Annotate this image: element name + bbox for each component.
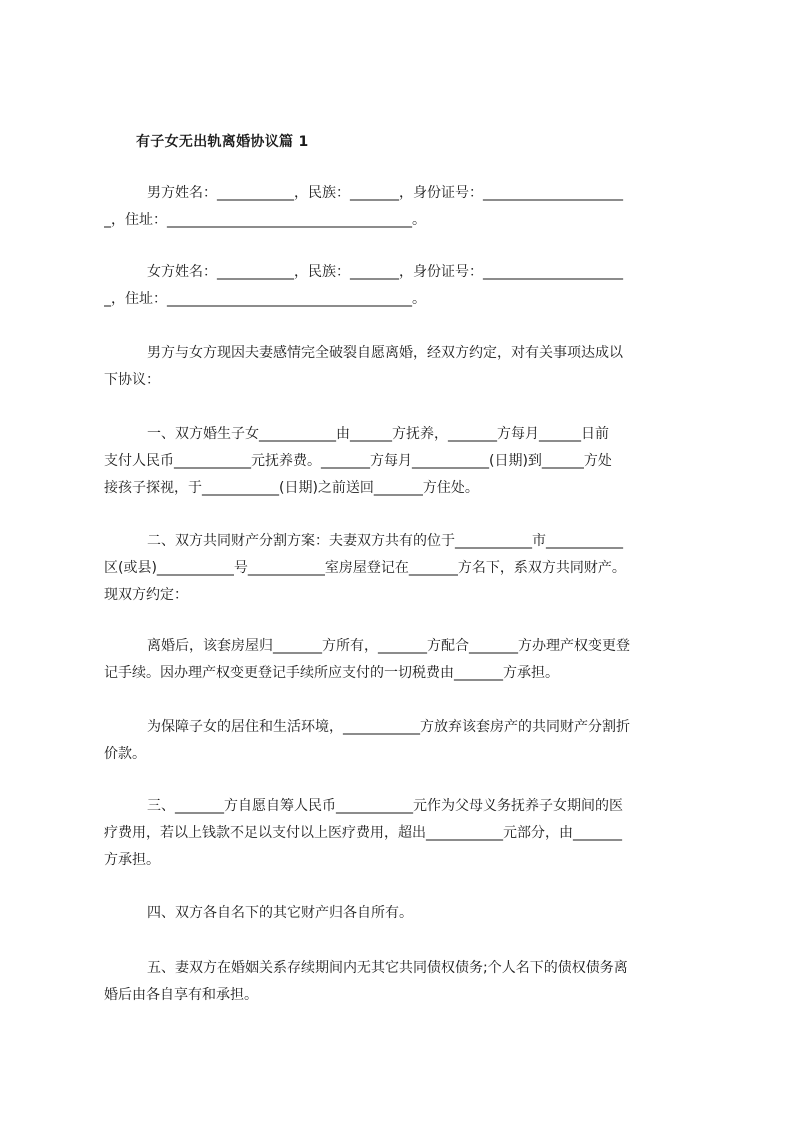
document-title: 有子女无出轨离婚协议篇 1 (136, 134, 309, 150)
text-line: 为保障子女的居住和生活环境，___________方放弃该套房产的共同财产分割折 (147, 719, 630, 735)
text-line: 三、_______方自愿自筹人民币___________元作为父母义务抚养子女期间的医 (147, 798, 623, 814)
waiver-paragraph (104, 714, 704, 768)
text-line: _，住址：___________________________________。 (104, 212, 426, 228)
house-ownership-paragraph (104, 633, 704, 687)
text-line: 二、双方共同财产分割方案：夫妻双方共有的位于___________市___________ (147, 533, 623, 549)
clause-5-debts (104, 955, 704, 1009)
text-line: 五、妻双方在婚姻关系存续期间内无其它共同债权债务;个人名下的债权债务离 (147, 960, 628, 976)
text-line: 男方与女方现因夫妻感情完全破裂自愿离婚，经双方约定，对有关事项达成以 (147, 345, 623, 361)
text-line: 方承担。 (104, 852, 160, 868)
text-line: 女方姓名：___________，民族：_______，身份证号：____________________ (147, 264, 623, 280)
text-line: 婚后由各自享有和承担。 (104, 987, 258, 1003)
clause-2-property-division (104, 528, 704, 609)
female-party-info (104, 259, 704, 313)
text-line: 支付人民币___________元抚养费。_______方每月___________(日期)到______方处 (104, 453, 612, 469)
text-line: _，住址：___________________________________。 (104, 291, 426, 307)
male-party-info (104, 180, 704, 234)
text-line: 接孩子探视，于___________(日期)之前送回_______方住处。 (104, 480, 479, 496)
text-line: 现双方约定： (104, 587, 188, 603)
text-line: 一、双方婚生子女___________由______方抚养，_______方每月______日前 (147, 426, 609, 442)
clause-3-medical-expenses (104, 793, 704, 874)
text-line: 男方姓名：___________，民族：_______，身份证号：____________________ (147, 185, 623, 201)
text-line: 疗费用，若以上钱款不足以支付以上医疗费用，超出___________元部分，由_______ (104, 825, 622, 841)
text-line: 价款。 (104, 746, 146, 762)
text-line: 记手续。因办理产权变更登记手续所应支付的一切税费由_______方承担。 (104, 665, 559, 681)
text-line: 离婚后，该套房屋归_______方所有，_______方配合_______方办理产权变更登 (147, 638, 630, 654)
text-line: 区(或县)___________号___________室房屋登记在_______方名下，系双方共同财产。 (104, 560, 626, 576)
text-line: 四、双方各自名下的其它财产归各自所有。 (147, 905, 413, 921)
clause-4-other-property (104, 900, 704, 927)
preamble-paragraph (104, 340, 704, 394)
text-line: 下协议： (104, 372, 160, 388)
clause-1-child-custody (104, 421, 704, 502)
